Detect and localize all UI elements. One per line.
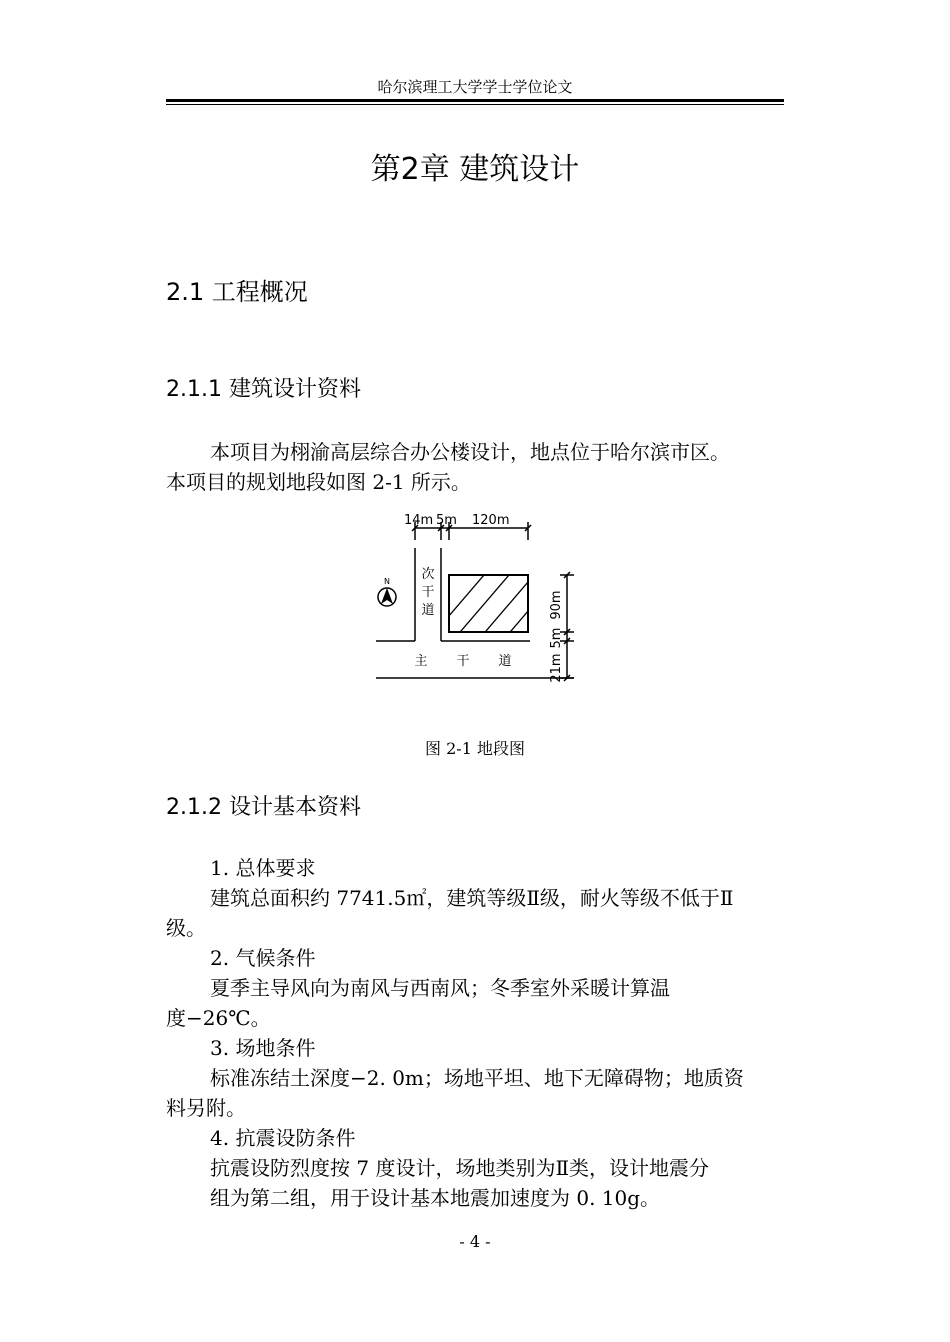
figure-caption: 图 2-1 地段图 — [425, 739, 525, 758]
dim-label: 5m — [436, 513, 457, 528]
body-paragraph-line: 标准冻结土深度−2. 0m；场地平坦、地下无障碍物；地质资 — [210, 1066, 744, 1090]
body-paragraph-line: 本项目的规划地段如图 2-1 所示。 — [166, 470, 471, 494]
dim-label: 21m — [549, 653, 564, 683]
body-paragraph-line: 夏季主导风向为南风与西南风；冬季室外采暖计算温 — [210, 976, 670, 1000]
subsection-heading-2: 2.1.2 设计基本资料 — [166, 795, 361, 820]
road-label: 次 — [421, 567, 435, 582]
header-rule-thin — [166, 104, 784, 105]
body-paragraph-line: 组为第二组，用于设计基本地震加速度为 0. 10g。 — [210, 1186, 661, 1210]
north-label: N — [384, 577, 390, 586]
site-plan-figure — [360, 508, 590, 692]
road-label: 主 — [414, 654, 428, 669]
dim-label: 14m — [404, 513, 434, 528]
chapter-title: 第2章 建筑设计 — [370, 152, 580, 187]
building-hatch — [430, 568, 565, 638]
running-header: 哈尔滨理工大学学士学位论文 — [377, 78, 573, 96]
item-title: 1. 总体要求 — [210, 856, 316, 880]
body-paragraph-line: 本项目为栩渝高层综合办公楼设计，地点位于哈尔滨市区。 — [210, 440, 730, 464]
item-title: 3. 场地条件 — [210, 1036, 316, 1060]
body-paragraph-line: 建筑总面积约 7741.5㎡，建筑等级Ⅱ级，耐火等级不低于Ⅱ — [210, 886, 734, 910]
dim-label: 90m — [549, 590, 564, 620]
body-paragraph-line: 料另附。 — [166, 1096, 246, 1120]
body-paragraph-line: 度−26℃。 — [166, 1006, 271, 1030]
header-rule-thick — [166, 99, 784, 102]
dim-label: 5m — [549, 627, 564, 649]
dim-label: 120m — [472, 513, 510, 528]
item-title: 2. 气候条件 — [210, 946, 316, 970]
road-label: 道 — [498, 654, 512, 669]
road-label: 干 — [456, 654, 470, 669]
section-heading: 2.1 工程概况 — [166, 278, 308, 306]
road-label: 道 — [421, 603, 435, 618]
body-paragraph-line: 级。 — [166, 916, 206, 940]
road-label: 干 — [421, 585, 435, 600]
page-number: - 4 - — [459, 1232, 491, 1251]
north-arrow-icon — [378, 588, 396, 606]
subsection-heading-1: 2.1.1 建筑设计资料 — [166, 377, 361, 402]
body-paragraph-line: 抗震设防烈度按 7 度设计，场地类别为Ⅱ类，设计地震分 — [210, 1156, 710, 1180]
item-title: 4. 抗震设防条件 — [210, 1126, 356, 1150]
